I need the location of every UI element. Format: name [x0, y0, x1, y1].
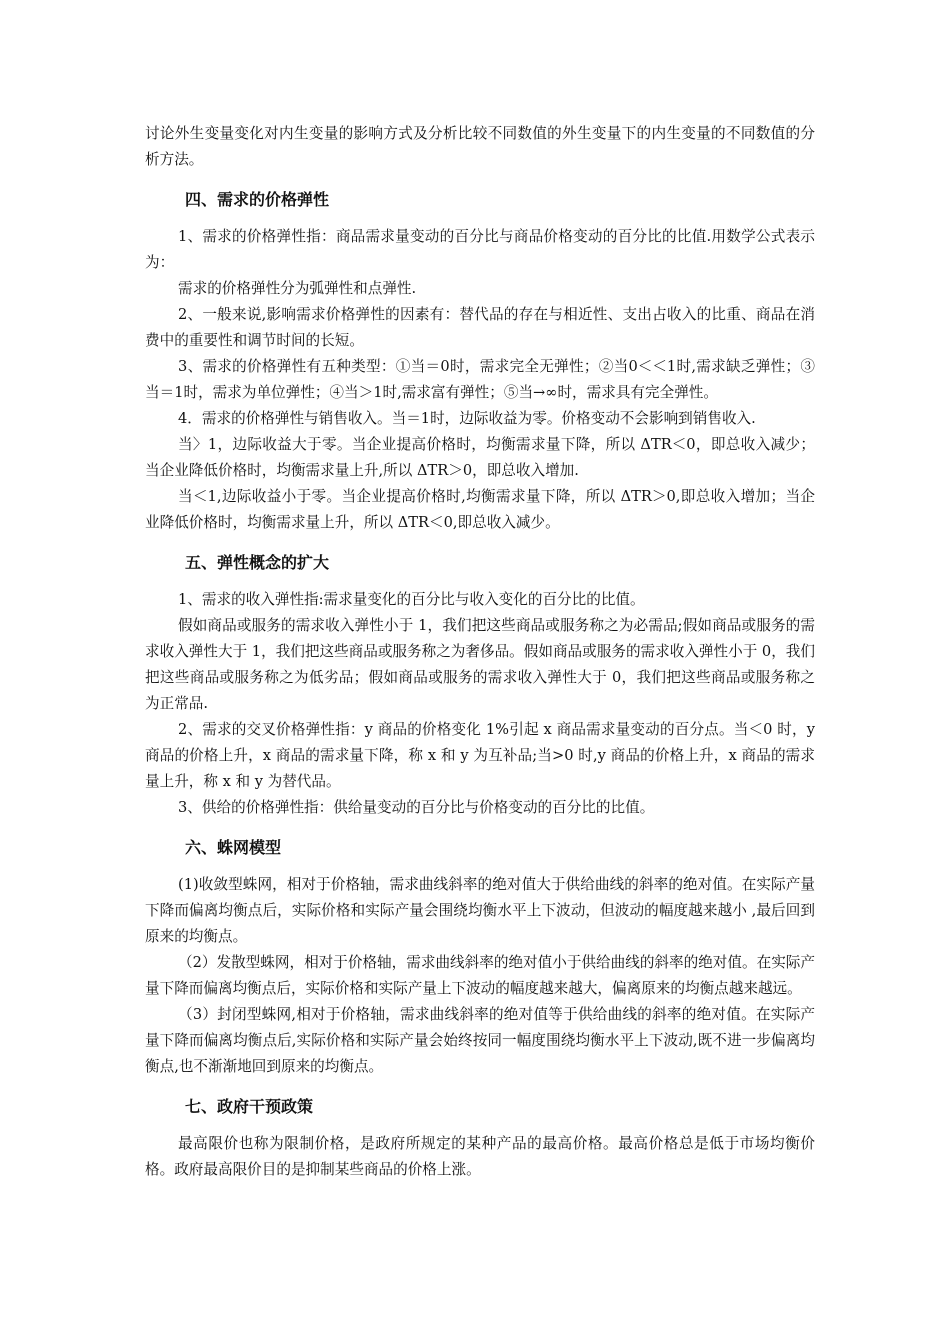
section-heading-cobweb-model: 六、蛛网模型 [185, 838, 282, 857]
paragraph: 当＜1,边际收益小于零。当企业提高价格时,均衡需求量下降，所以 ΔTR＞0,即总收入增加；当企业降低价格时，均衡需求量上升，所以 ΔTR＜0,即总收入减少。 [145, 488, 815, 531]
paragraph: 最高限价也称为限制价格，是政府所规定的某种产品的最高价格。最高价格总是低于市场均衡价格。政府最高限价目的是抑制某些商品的价格上涨。 [145, 1135, 815, 1178]
paragraph: 当〉1，边际收益大于零。当企业提高价格时，均衡需求量下降，所以 ΔTR＜0，即总收入减少；当企业降低价格时，均衡需求量上升,所以 ΔTR＞0，即总收入增加. [145, 436, 815, 479]
section-heading-elasticity-extension: 五、弹性概念的扩大 [185, 553, 330, 572]
paragraph: (1)收敛型蛛网，相对于价格轴，需求曲线斜率的绝对值大于供给曲线的斜率的绝对值。在实际产量下降而偏离均衡点后，实际价格和实际产量会围绕均衡水平上下波动，但波动的幅度越来越小 ,最后回到原来的均衡点。 [145, 876, 815, 945]
intro-paragraph: 讨论外生变量变化对内生变量的影响方式及分析比较不同数值的外生变量下的内生变量的不同数值的分析方法。 [145, 125, 815, 168]
document-page [145, 121, 815, 1183]
paragraph: 3、需求的价格弹性有五种类型：①当＝0时，需求完全无弹性；②当0＜＜1时,需求缺乏弹性；③当＝1时，需求为单位弹性；④当＞1时,需求富有弹性；⑤当→∞时，需求具有完全弹性。 [145, 358, 815, 401]
paragraph: （3）封闭型蛛网,相对于价格轴，需求曲线斜率的绝对值等于供给曲线的斜率的绝对值。在实际产量下降而偏离均衡点后,实际价格和实际产量会始终按同一幅度围绕均衡水平上下波动,既不进一步偏离均衡点,也不渐渐地回到原来的均衡点。 [145, 1006, 815, 1075]
paragraph: 2、需求的交叉价格弹性指：y 商品的价格变化 1%引起 x 商品需求量变动的百分点。当＜0 时，y 商品的价格上升，x 商品的需求量下降，称 x 和 y 为互补品;当>0 时,y 商品的价格上升，x 商品的需求量上升，称 x 和 y 为替代品。 [145, 721, 815, 790]
paragraph: 4．需求的价格弹性与销售收入。当＝1时，边际收益为零。价格变动不会影响到销售收入. [178, 410, 756, 427]
paragraph: 2、一般来说,影响需求价格弹性的因素有：替代品的存在与相近性、支出占收入的比重、商品在消费中的重要性和调节时间的长短。 [145, 306, 815, 349]
section-heading-price-elasticity: 四、需求的价格弹性 [185, 190, 330, 209]
paragraph: 1、需求的收入弹性指:需求量变化的百分比与收入变化的百分比的比值。 [178, 591, 645, 608]
section-heading-government-intervention: 七、政府干预政策 [185, 1097, 314, 1116]
paragraph: （2）发散型蛛网，相对于价格轴，需求曲线斜率的绝对值小于供给曲线的斜率的绝对值。在实际产量下降而偏离均衡点后，实际价格和实际产量上下波动的幅度越来越大，偏离原来的均衡点越来越远。 [145, 954, 815, 997]
paragraph: 3、供给的价格弹性指：供给量变动的百分比与价格变动的百分比的比值。 [178, 799, 655, 816]
paragraph: 1、需求的价格弹性指：商品需求量变动的百分比与商品价格变动的百分比的比值.用数学公式表示为： [145, 228, 815, 271]
paragraph: 需求的价格弹性分为弧弹性和点弹性. [178, 280, 417, 297]
paragraph: 假如商品或服务的需求收入弹性小于 1，我们把这些商品或服务称之为必需品;假如商品或服务的需求收入弹性大于 1，我们把这些商品或服务称之为奢侈品。假如商品或服务的需求收入弹性小于 0，我们把这些商品或服务称之为低劣品；假如商品或服务的需求收入弹性大于 0，我们把这些商品或服务称之为正常品. [145, 617, 815, 712]
